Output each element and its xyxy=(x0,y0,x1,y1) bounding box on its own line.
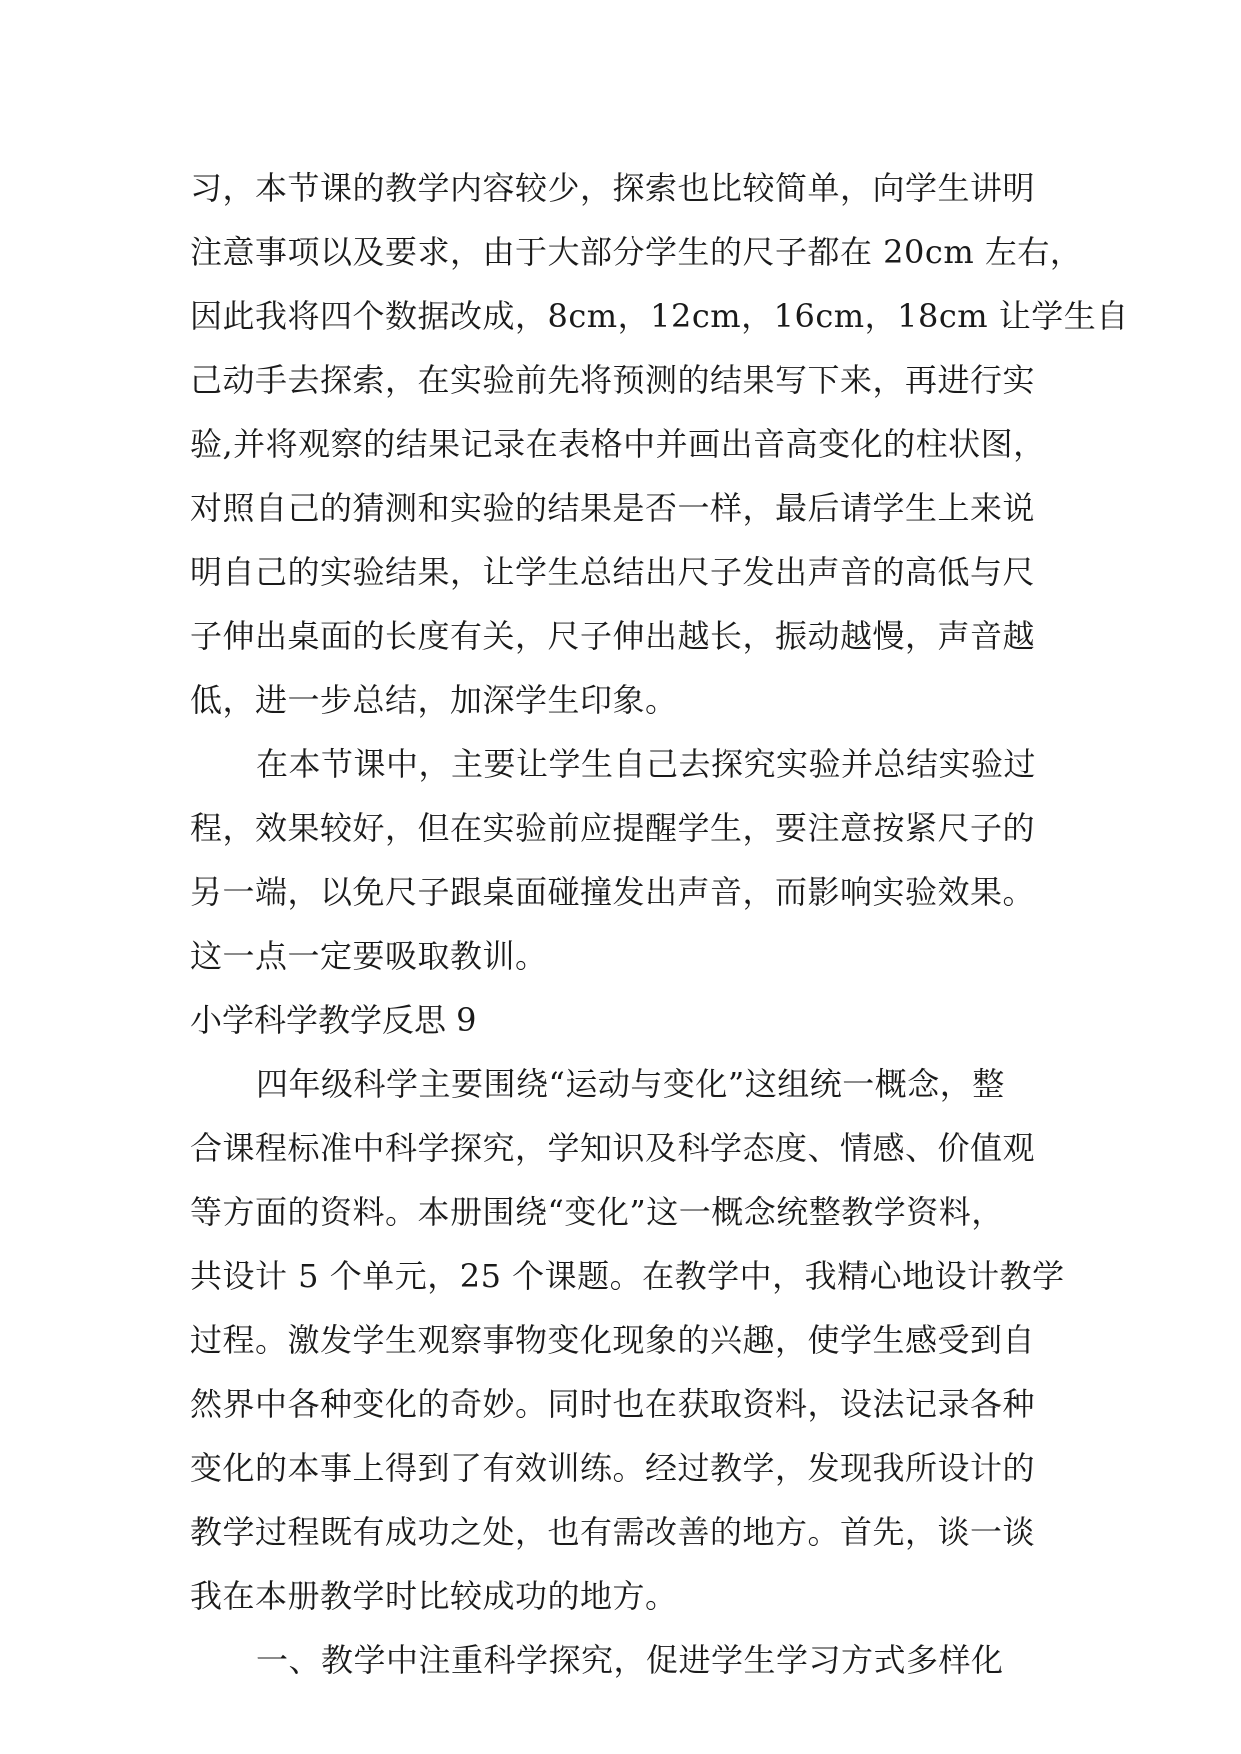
text-line: 等方面的资料。本册围绕“变化”这一概念统整教学资料， xyxy=(190,1193,1004,1231)
document-body xyxy=(190,156,1129,1692)
text-line: 子伸出桌面的长度有关，尺子伸出越长，振动越慢，声音越 xyxy=(190,617,1036,655)
text-line: 一、教学中注重科学探究，促进学生学习方式多样化 xyxy=(256,1641,1004,1679)
text-line: 己动手去探索，在实验前先将预测的结果写下来，再进行实 xyxy=(190,361,1036,399)
text-line: 明自己的实验结果，让学生总结出尺子发出声音的高低与尺 xyxy=(190,553,1036,591)
text-line: 然界中各种变化的奇妙。同时也在获取资料，设法记录各种 xyxy=(190,1385,1036,1423)
text-line: 另一端，以免尺子跟桌面碰撞发出声音，而影响实验效果。 xyxy=(190,873,1036,911)
text-line: 过程。激发学生观察事物变化现象的兴趣，使学生感受到自 xyxy=(190,1321,1036,1359)
text-line: 对照自己的猜测和实验的结果是否一样，最后请学生上来说 xyxy=(190,489,1036,527)
text-line: 习，本节课的教学内容较少，探索也比较简单，向学生讲明 xyxy=(190,169,1036,207)
text-line: 这一点一定要吸取教训。 xyxy=(190,937,548,975)
text-line: 四年级科学主要围绕“运动与变化”这组统一概念，整 xyxy=(256,1065,1005,1103)
text-line: 合课程标准中科学探究，学知识及科学态度、情感、价值观 xyxy=(190,1129,1036,1167)
text-line: 变化的本事上得到了有效训练。经过教学，发现我所设计的 xyxy=(190,1449,1036,1487)
text-line: 在本节课中，主要让学生自己去探究实验并总结实验过 xyxy=(256,745,1037,783)
text-line: 共设计 5 个单元，25 个课题。在教学中，我精心地设计教学 xyxy=(190,1257,1065,1295)
text-line: 我在本册教学时比较成功的地方。 xyxy=(190,1577,678,1615)
text-line: 验,并将观察的结果记录在表格中并画出音高变化的柱状图， xyxy=(190,425,1046,463)
text-line: 教学过程既有成功之处，也有需改善的地方。首先，谈一谈 xyxy=(190,1513,1036,1551)
section-heading: 小学科学教学反思 9 xyxy=(190,1001,477,1039)
text-line: 低，进一步总结，加深学生印象。 xyxy=(190,681,678,719)
text-line: 因此我将四个数据改成，8cm，12cm，16cm，18cm 让学生自 xyxy=(190,297,1129,335)
text-line: 程，效果较好，但在实验前应提醒学生，要注意按紧尺子的 xyxy=(190,809,1036,847)
text-line: 注意事项以及要求，由于大部分学生的尺子都在 20cm 左右， xyxy=(190,233,1083,271)
